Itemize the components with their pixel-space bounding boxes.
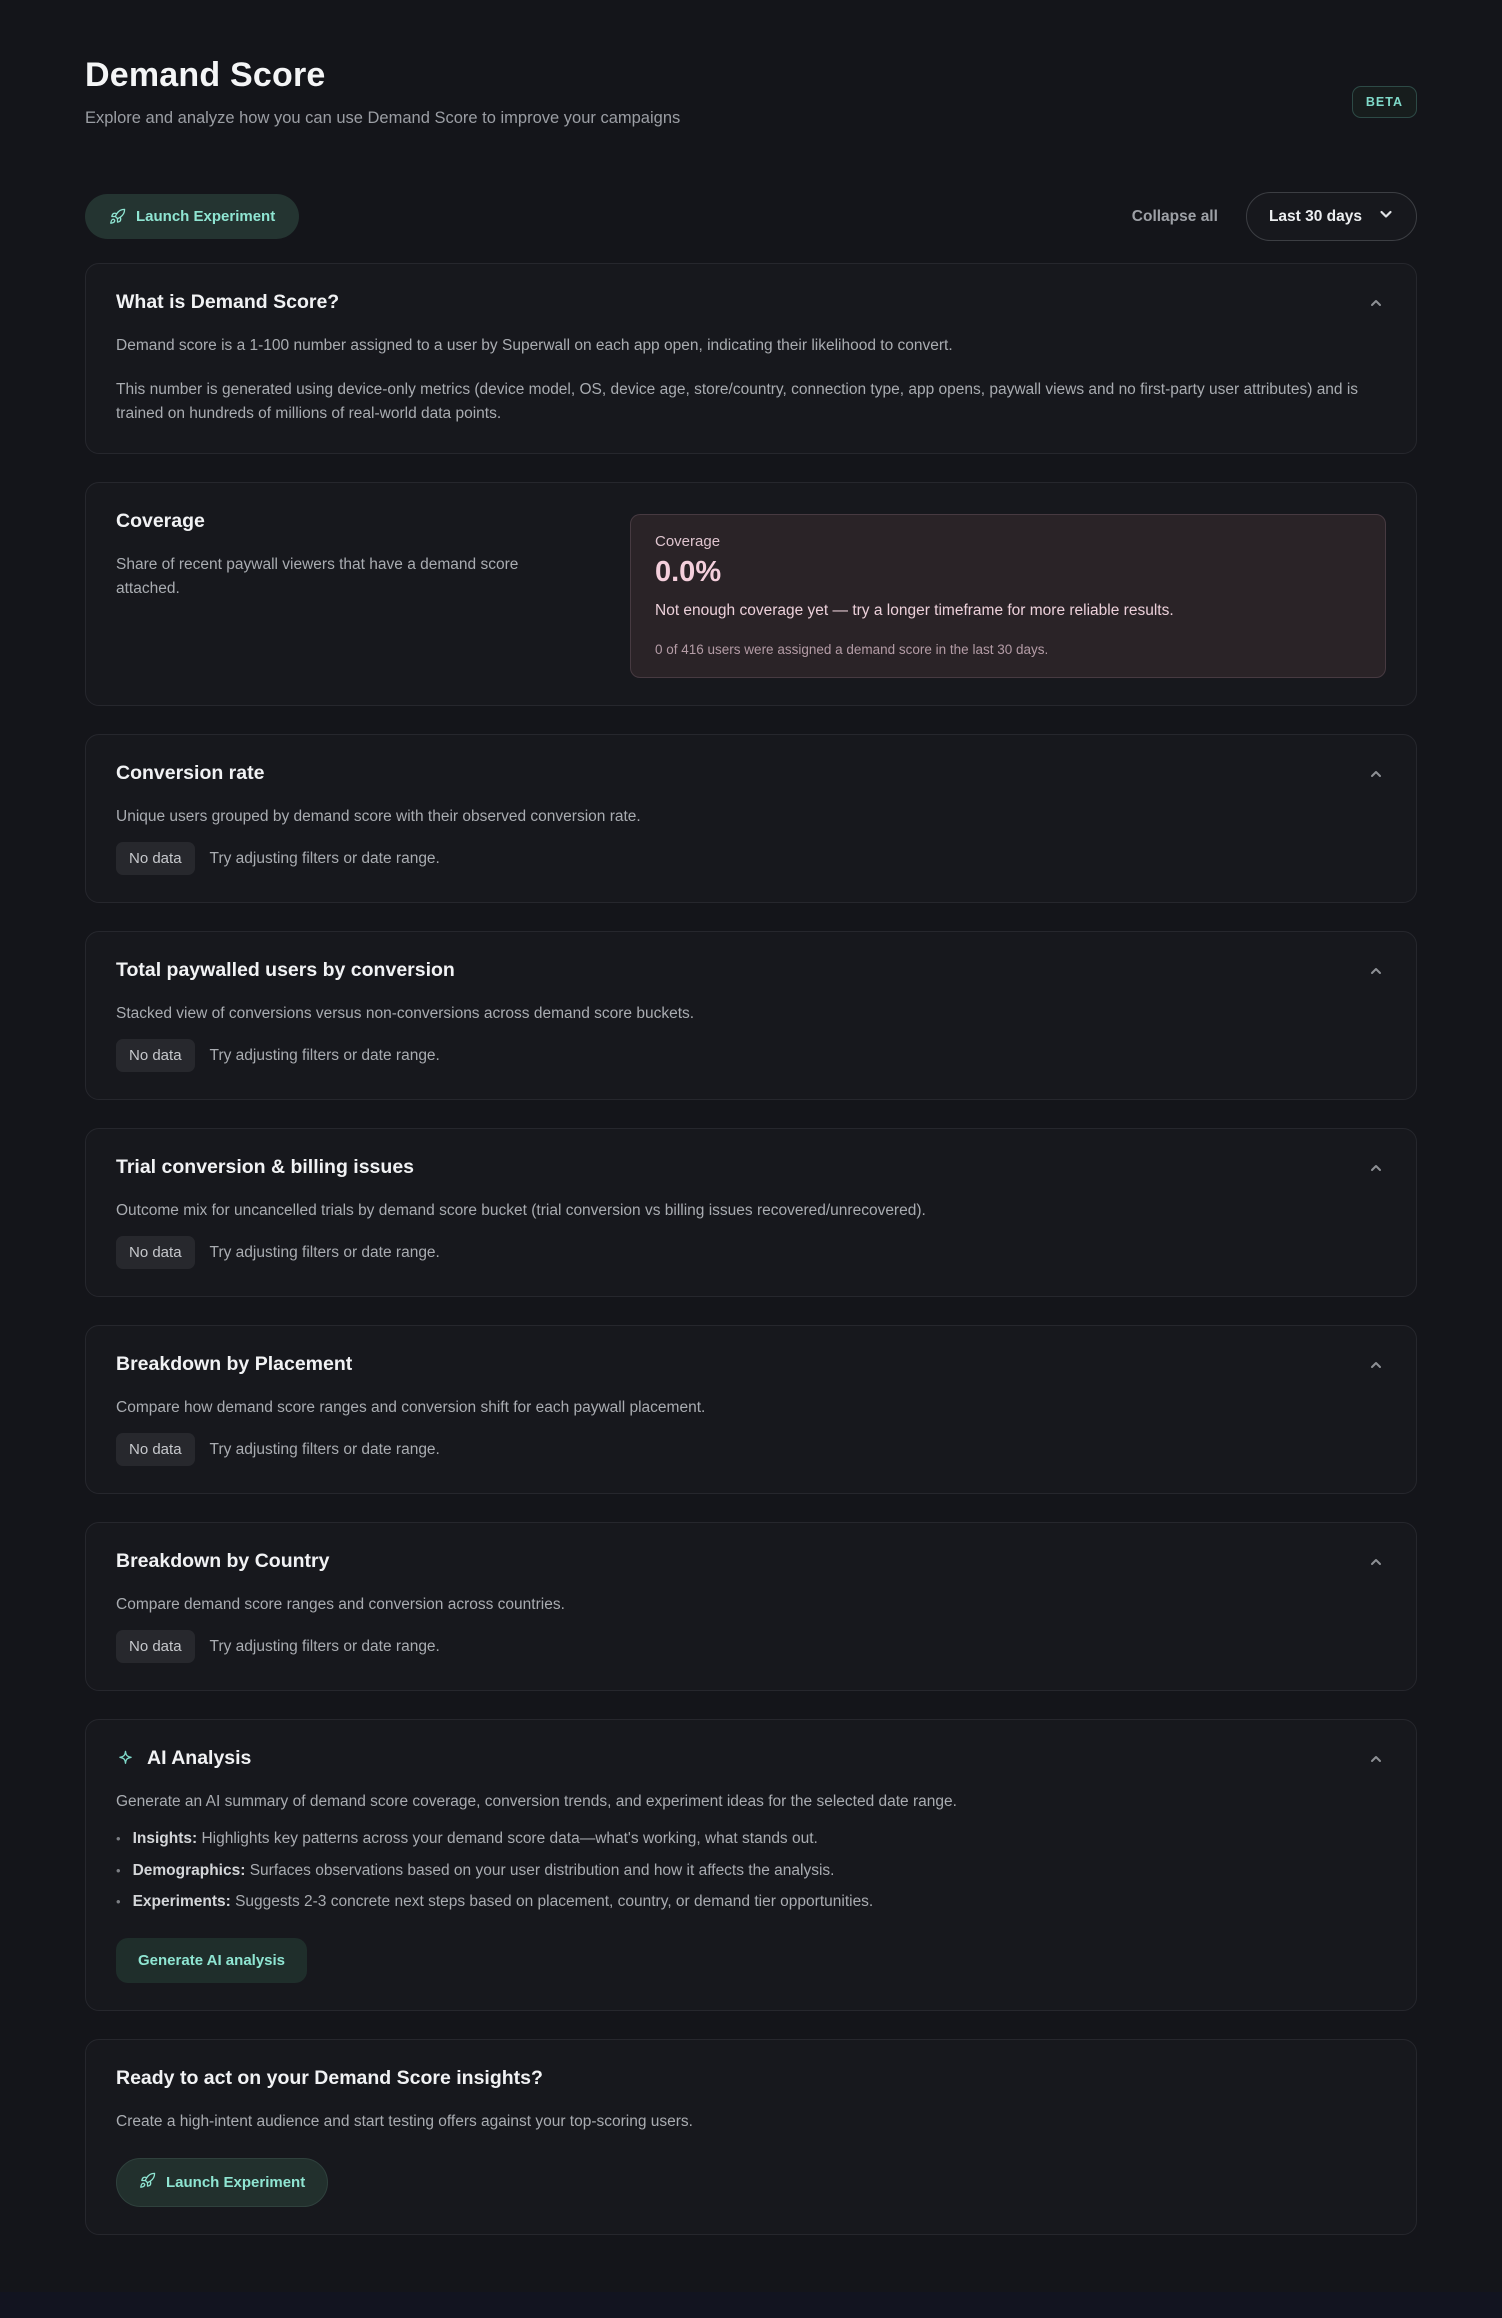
launch-experiment-label: Launch Experiment [136, 208, 276, 225]
ai-description: Generate an AI summary of demand score coverage, conversion trends, and experiment ideas for the selected date range. [116, 1793, 957, 1811]
page-title: Demand Score [85, 56, 326, 94]
page-header-text [85, 56, 680, 128]
collapse-all-button[interactable]: Collapse all [1131, 207, 1218, 225]
bullet-dot: • [116, 1894, 121, 1910]
bullet-label: Insights: [132, 1830, 198, 1848]
card-description: Compare how demand score ranges and conversion shift for each paywall placement. [116, 1399, 706, 1417]
card-breakdown-country [85, 1522, 1417, 1691]
no-data-row [116, 1630, 1386, 1663]
card-description: Stacked view of conversions versus non-conversions across demand score buckets. [116, 1005, 695, 1023]
ai-bullet-demographics [116, 1860, 1386, 1882]
beta-badge: BETA [1352, 86, 1417, 118]
card-title: AI Analysis [147, 1747, 252, 1770]
no-data-hint: Try adjusting filters or date range. [209, 1243, 440, 1261]
coverage-description: Share of recent paywall viewers that have a demand score attached. [116, 556, 519, 598]
ai-bullet-insights [116, 1828, 1386, 1850]
no-data-hint: Try adjusting filters or date range. [209, 1046, 440, 1064]
no-data-row [116, 842, 1386, 875]
card-cta [85, 2039, 1417, 2235]
bullet-dot: • [116, 1862, 121, 1878]
sparkle-icon [116, 1749, 135, 1768]
card-title: Breakdown by Placement [116, 1353, 353, 1376]
coverage-panel-label: Coverage [655, 533, 721, 551]
card-header [116, 959, 1386, 982]
rocket-icon [139, 2172, 156, 2193]
coverage-stat-panel [630, 514, 1386, 678]
chevron-down-icon [1378, 206, 1394, 227]
date-range-value: Last 30 days [1268, 207, 1362, 225]
launch-experiment-button-bottom[interactable] [116, 2158, 328, 2207]
coverage-detail-text: 0 of 416 users were assigned a demand score in the last 30 days. [655, 642, 1049, 658]
card-title: Total paywalled users by conversion [116, 959, 455, 982]
collapse-chevron-up-icon[interactable] [1366, 1749, 1386, 1769]
no-data-row [116, 1039, 1386, 1072]
coverage-left [116, 510, 586, 601]
coverage-title: Coverage [116, 510, 205, 533]
card-title: Breakdown by Country [116, 1550, 330, 1573]
collapse-chevron-up-icon[interactable] [1366, 1355, 1386, 1375]
ai-title-wrap [116, 1747, 251, 1770]
no-data-hint: Try adjusting filters or date range. [209, 1637, 440, 1655]
bullet-content [133, 1860, 835, 1882]
what-is-paragraph-1: Demand score is a 1-100 number assigned to a user by Superwall on each app open, indicating their likelihood to convert. [116, 337, 953, 354]
coverage-layout [116, 510, 1386, 678]
no-data-badge: No data [116, 1039, 195, 1072]
ai-bullet-experiments [116, 1891, 1386, 1913]
date-range-dropdown[interactable] [1246, 192, 1417, 241]
launch-experiment-button[interactable] [85, 194, 299, 239]
card-description: Outcome mix for uncancelled trials by demand score bucket (trial conversion vs billing issues recovered/unrecovered). [116, 1202, 926, 1220]
card-title: Conversion rate [116, 762, 265, 785]
bullet-text: Suggests 2-3 concrete next steps based on placement, country, or demand tier opportunities. [235, 1893, 874, 1911]
what-is-paragraph-2: This number is generated using device-only metrics (device model, OS, device age, store/country, connection type, app opens, paywall views and no first-party user attributes) and is trained on hundreds of millions of real-world data points. [116, 381, 1359, 423]
card-description: Unique users grouped by demand score with their observed conversion rate. [116, 808, 641, 826]
collapse-chevron-up-icon[interactable] [1366, 1552, 1386, 1572]
collapse-chevron-up-icon[interactable] [1366, 293, 1386, 313]
collapse-chevron-up-icon[interactable] [1366, 1158, 1386, 1178]
card-header [116, 1156, 1386, 1179]
bullet-text: Highlights key patterns across your demand score data—what's working, what stands out. [201, 1830, 818, 1848]
toolbar-right [1132, 192, 1417, 241]
card-coverage [85, 482, 1417, 706]
card-conversion-rate [85, 734, 1417, 903]
toolbar [85, 192, 1417, 241]
card-header [116, 1747, 1386, 1770]
no-data-hint: Try adjusting filters or date range. [209, 1440, 440, 1458]
card-title: Trial conversion & billing issues [116, 1156, 415, 1179]
collapse-chevron-up-icon[interactable] [1366, 961, 1386, 981]
bullet-content [133, 1891, 874, 1913]
no-data-badge: No data [116, 1433, 195, 1466]
card-breakdown-placement [85, 1325, 1417, 1494]
coverage-percentage-value: 0.0% [655, 556, 722, 589]
no-data-hint: Try adjusting filters or date range. [209, 849, 440, 867]
no-data-row [116, 1433, 1386, 1466]
collapse-chevron-up-icon[interactable] [1366, 764, 1386, 784]
no-data-badge: No data [116, 842, 195, 875]
bullet-dot: • [116, 1831, 121, 1847]
card-title: What is Demand Score? [116, 291, 340, 313]
page-subtitle: Explore and analyze how you can use Demand Score to improve your campaigns [85, 109, 681, 127]
no-data-row [116, 1236, 1386, 1269]
card-ai-analysis [85, 1719, 1417, 2010]
card-what-is-demand-score [85, 263, 1417, 454]
card-total-paywalled-users [85, 931, 1417, 1100]
card-header [116, 1550, 1386, 1573]
rocket-icon [109, 208, 126, 225]
bullet-label: Demographics: [132, 1861, 246, 1879]
bullet-content [133, 1828, 818, 1850]
no-data-badge: No data [116, 1630, 195, 1663]
page-header [85, 56, 1417, 128]
card-description: Compare demand score ranges and conversion across countries. [116, 1596, 565, 1614]
card-header [116, 291, 1386, 314]
cta-title: Ready to act on your Demand Score insights? [116, 2066, 543, 2089]
footer-strip [0, 2292, 1502, 2318]
launch-experiment-label: Launch Experiment [166, 2173, 306, 2191]
card-header [116, 762, 1386, 785]
coverage-warning-message: Not enough coverage yet — try a longer timeframe for more reliable results. [655, 602, 1174, 620]
bullet-text: Surfaces observations based on your user distribution and how it affects the analysis. [249, 1861, 835, 1879]
generate-ai-analysis-button[interactable]: Generate AI analysis [116, 1938, 307, 1983]
bullet-label: Experiments: [132, 1893, 231, 1911]
cta-description: Create a high-intent audience and start testing offers against your top-scoring users. [116, 2112, 693, 2130]
card-header [116, 1353, 1386, 1376]
cards-list [85, 263, 1417, 2275]
ai-bullet-list [116, 1828, 1386, 1913]
no-data-badge: No data [116, 1236, 195, 1269]
card-trial-conversion-billing [85, 1128, 1417, 1297]
